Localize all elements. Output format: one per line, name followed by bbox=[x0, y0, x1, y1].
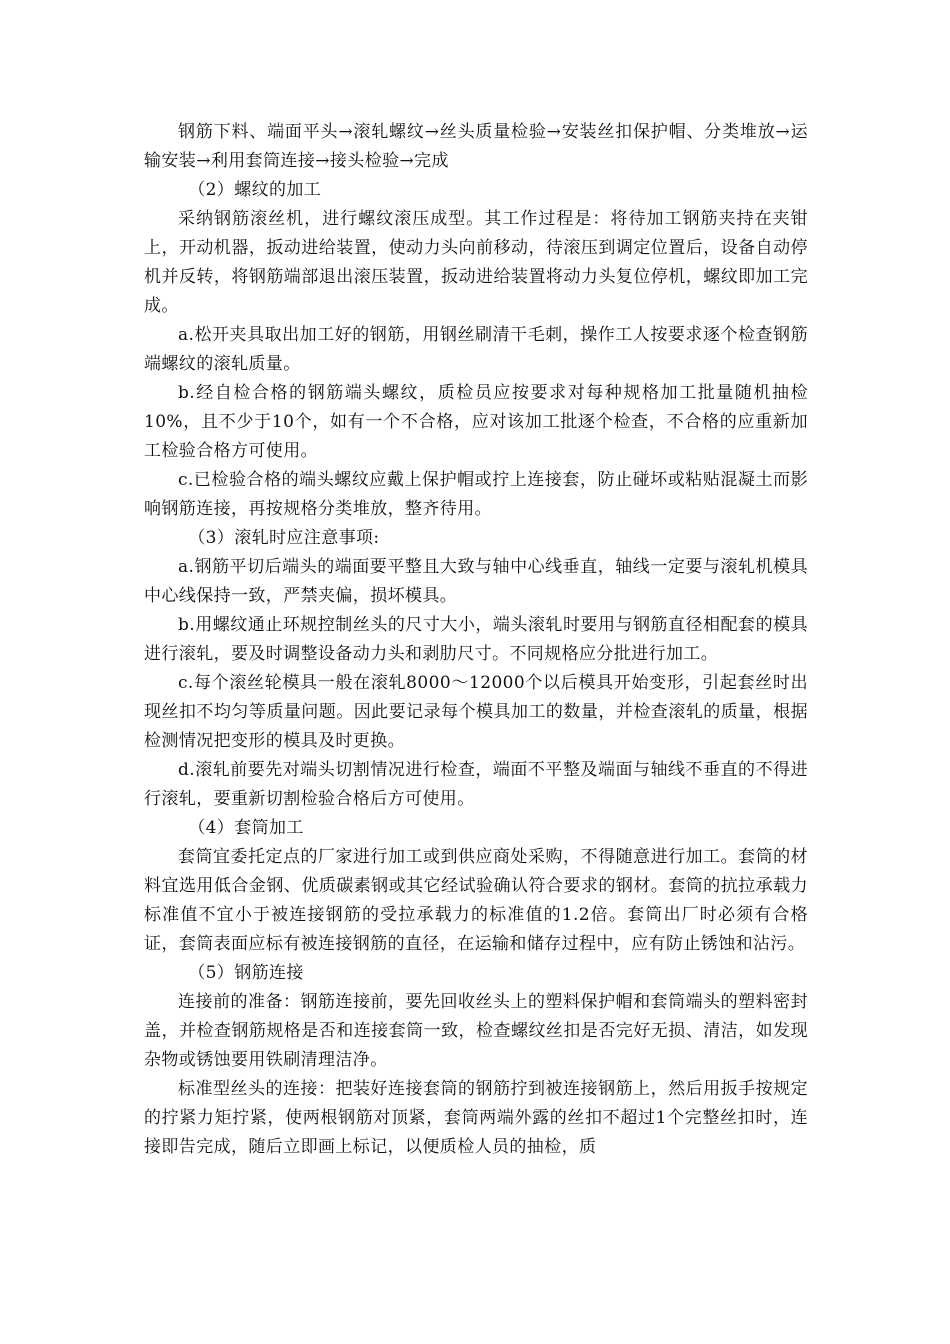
paragraph-item-a-remove-clamp: a.松开夹具取出加工好的钢筋，用钢丝刷清干毛刺，操作工人按要求逐个检查钢筋端螺纹的滚轧质量。 bbox=[144, 325, 808, 374]
paragraph-note-d-cut-check: d.滚轧前要先对端头切割情况进行检查，端面不平整及端面与轴线不垂直的不得进行滚轧，要重新切割检验合格后方可使用。 bbox=[144, 760, 808, 809]
section-heading-rebar-connection: （5）钢筋连接 bbox=[188, 963, 304, 983]
paragraph-sleeve-requirements: 套筒宜委托定点的厂家进行加工或到供应商处采购，不得随意进行加工。套筒的材料宜选用低合金钢、优质碳素钢或其它经试验确认符合要求的钢材。套筒的抗拉承载力标准值不宜小于被连接钢筋的受拉承载力的标准值的1.2倍。套筒出厂时必须有合格证，套筒表面应标有被连接钢筋的直径，在运输和储存过程中，应有防止锈蚀和沾污。 bbox=[144, 847, 808, 954]
paragraph-note-c-die-wear: c.每个滚丝轮模具一般在滚轧8000～12000个以后模具开始变形，引起套丝时出现丝扣不均匀等质量问题。因此要记录每个模具加工的数量，并检查滚轧的质量，根据检测情况把变形的模具及时更换。 bbox=[144, 673, 808, 751]
paragraph-standard-thread-connection: 标准型丝头的连接：把装好连接套筒的钢筋拧到被连接钢筋上，然后用扳手按规定的拧紧力矩拧紧，使两根钢筋对顶紧，套筒两端外露的丝扣不超过1个完整丝扣时，连接即告完成，随后立即画上标记，以便质检人员的抽检，质 bbox=[144, 1079, 808, 1157]
paragraph-process-flow: 钢筋下料、端面平头→滚轧螺纹→丝头质量检验→安装丝扣保护帽、分类堆放→运输安装→利用套筒连接→接头检验→完成 bbox=[144, 122, 808, 171]
paragraph-item-c-protective-cap: c.已检验合格的端头螺纹应戴上保护帽或拧上连接套，防止碰坏或粘贴混凝土而影响钢筋连接，再按规格分类堆放，整齐待用。 bbox=[144, 470, 808, 519]
document-page bbox=[144, 118, 808, 1162]
paragraph-rolling-machine: 采纳钢筋滚丝机，进行螺纹滚压成型。其工作过程是：将待加工钢筋夹持在夹钳上，开动机器，扳动进给装置，使动力头向前移动，待滚压到调定位置后，设备自动停机并反转，将钢筋端部退出滚压装置，扳动进给装置将动力头复位停机，螺纹即加工完成。 bbox=[144, 209, 808, 316]
paragraph-connection-preparation: 连接前的准备：钢筋连接前，要先回收丝头上的塑料保护帽和套筒端头的塑料密封盖，并检查钢筋规格是否和连接套筒一致，检查螺纹丝扣是否完好无损、清洁，如发现杂物或锈蚀要用铁刷清理洁净。 bbox=[144, 992, 808, 1070]
section-heading-rolling-notes: （3）滚轧时应注意事项: bbox=[188, 528, 380, 548]
section-heading-thread-processing: （2）螺纹的加工 bbox=[188, 180, 322, 200]
section-heading-sleeve-processing: （4）套筒加工 bbox=[188, 818, 304, 838]
paragraph-note-a-end-face: a.钢筋平切后端头的端面要平整且大致与轴中心线垂直，轴线一定要与滚轧机模具中心线保持一致，严禁夹偏，损坏模具。 bbox=[144, 557, 808, 606]
paragraph-note-b-ring-gauge: b.用螺纹通止环规控制丝头的尺寸大小，端头滚轧时要用与钢筋直径相配套的模具进行滚轧，要及时调整设备动力头和剥肋尺寸。不同规格应分批进行加工。 bbox=[144, 615, 808, 664]
paragraph-item-b-self-inspection: b.经自检合格的钢筋端头螺纹，质检员应按要求对每种规格加工批量随机抽检10%，且不少于10个，如有一个不合格，应对该加工批逐个检查，不合格的应重新加工检验合格方可使用。 bbox=[144, 383, 808, 461]
